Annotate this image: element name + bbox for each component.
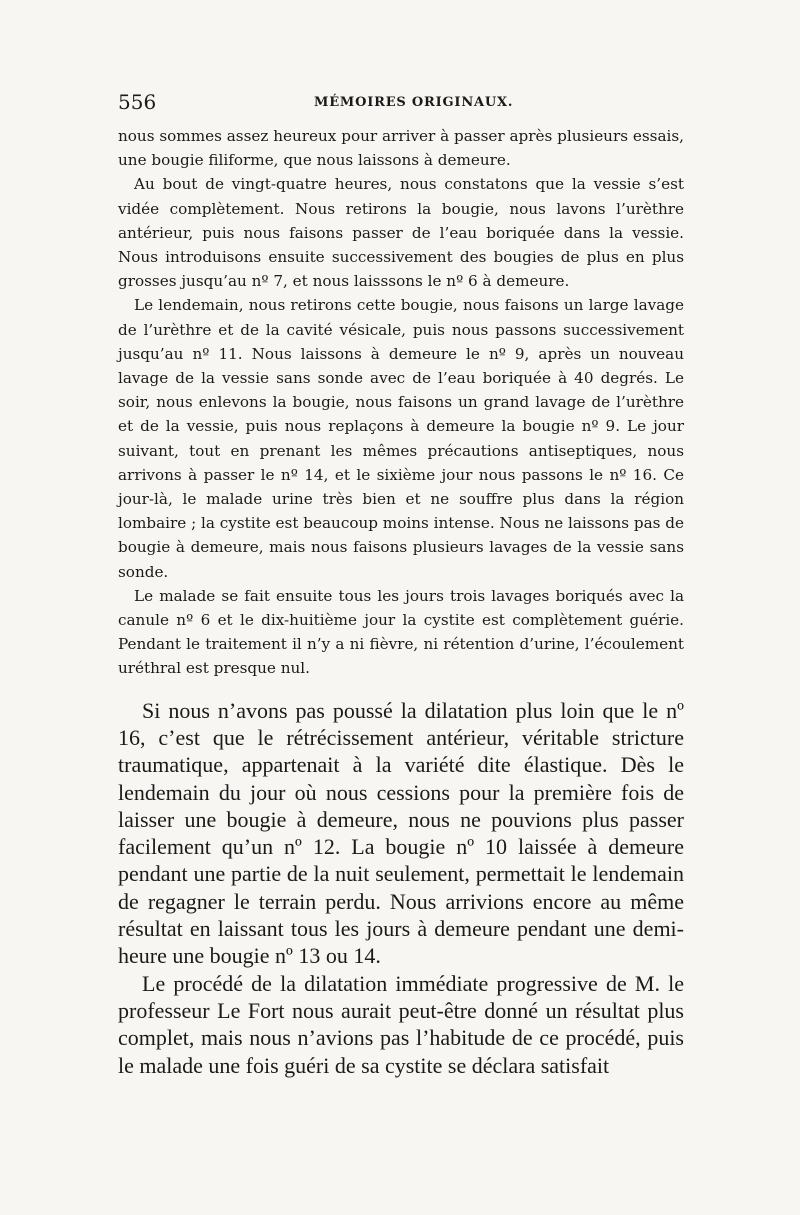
book-page — [118, 90, 684, 1170]
paragraph: Le malade se fait ensuite tous les jours trois lavages boriqués avec la canule nº 6 et le dix-huitième jour la cystite est complètement guérie. Pendant le traitement il n’y a ni fièvre, ni rétention d’urine, l’écoulement uréthral est presque nul. — [118, 586, 684, 678]
paragraph: Le lendemain, nous retirons cette bougie, nous faisons un large lavage de l’urèthre et de la cavité vésicale, puis nous passons successivement jusqu’au nº 11. Nous laissons à demeure le nº 9, après un nouveau lavage de la vessie sans sonde avec de l’eau boriquée à 40 degrés. Le soir, nous enlevons la bougie, nous faisons un grand lavage de l’urèthre et de la vessie, puis nous replaçons à demeure la bougie nº 9. Le jour suivant, tout en prenant les mêmes précautions antiseptiques, nous arrivons à passer le nº 14, et le sixième jour nous passons le nº 16. Ce jour-là, le malade urine très bien et ne souffre plus dans la région lombaire ; la cystite est beaucoup moins intense. Nous ne laissons pas de bougie à demeure, mais nous faisons plusieurs lavages de la vessie sans sonde. — [118, 296, 684, 581]
paragraph: Au bout de vingt-quatre heures, nous constatons que la vessie s’est vidée complètement. Nous retirons la bougie, nous lavons l’urèthre antérieur, puis nous faisons passer de l’eau boriquée dans la vessie. Nous introduisons ensuite successivement des bougies de plus en plus grosses jusqu’au nº 7, et nous laisssons le nº 6 à demeure. — [118, 175, 684, 291]
discussion-text — [118, 697, 684, 1079]
running-title: MÉMOIRES ORIGINAUX. — [314, 95, 514, 110]
paragraph: Le procédé de la dilatation immédiate progressive de M. le professeur Le Fort nous aurait peut-être donné un résultat plus complet, mais nous n’avions pas l’habitude de ce procédé, puis le malade une fois guéri de sa cystite se déclara satisfait — [118, 970, 684, 1078]
case-report-text — [118, 124, 684, 681]
page-header — [118, 90, 684, 124]
page-number: 556 — [118, 90, 157, 114]
paragraph: nous sommes assez heureux pour arriver à passer après plusieurs essais, une bougie filiforme, que nous laissons à demeure. — [118, 127, 684, 170]
paragraph: Si nous n’avons pas poussé la dilatation plus loin que le nº 16, c’est que le rétrécissement antérieur, véritable stricture traumatique, appartenait à la variété dite élastique. Dès le lendemain du jour où nous cessions pour la première fois de laisser une bougie à demeure, nous ne pouvions plus passer facilement qu’un nº 12. La bougie nº 10 laissée à demeure pendant une partie de la nuit seulement, permettait le lendemain de regagner le terrain perdu. Nous arrivions encore au même résultat en laissant tous les jours à demeure pendant une demi-heure une bougie nº 13 ou 14. — [118, 697, 684, 969]
